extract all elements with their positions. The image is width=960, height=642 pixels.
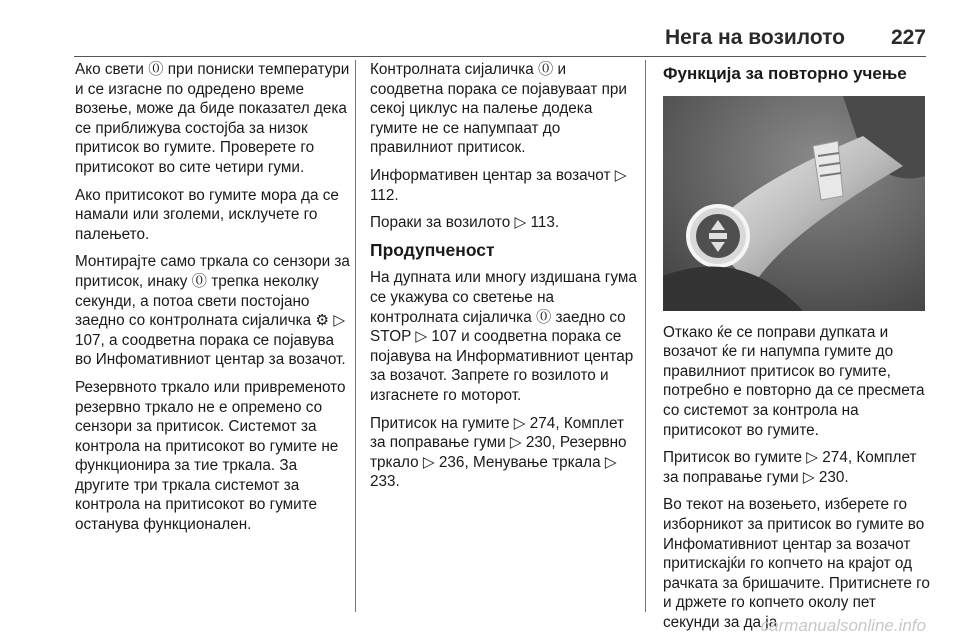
column-divider [355, 60, 356, 612]
paragraph: Контролната сијаличка ⓪ и соодветна порака се појавуваат при секој циклус на палење додека гумите не се напумпаат до правилниот притисок. [370, 61, 627, 157]
paragraph: Ако притисокот во гумите мора да се намали или зголеми, исклучете го палењето. [75, 186, 339, 243]
column-divider [645, 60, 646, 612]
paragraph: Притисок на гумите ▷ 274, Комплет за поправање гуми ▷ 230, Резервно тркало ▷ 236, Менување тркала ▷ 233. [370, 414, 627, 491]
paragraph: На дупната или многу издишана гума се укажува со светење на контролната сијаличка ⓪ заедно со STOP ▷ 107 и соодветна порака се појавува на Информативниот центар за возачот. Запрете го возилото и изгаснете го моторот. [370, 269, 637, 404]
page-header-title: Нега на возилото [664, 26, 845, 49]
column-1 [75, 60, 350, 543]
paragraph: Откако ќе се поправи дупката и возачот ќе ги напумпа гумите до правилниот притисок во гумите, потребно е повторно да се пресмета со системот за контрола на притисокот во гумите. [663, 323, 925, 439]
section-heading: Функција за повторно учење [663, 64, 907, 83]
paragraph: Пораки за возилото ▷ 113. [370, 214, 560, 232]
paragraph: Монтирајте само тркала со сензори за притисок, инаку ⓪ трепка неколку секунди, а потоа свети постојано заедно со контролната сијаличка ⚙ ▷ 107, а соодветна порака се појавува во Инфомативниот центар за возачот. [75, 253, 350, 369]
wiper-stalk-figure [663, 96, 925, 311]
page-number: 227 [890, 26, 926, 49]
column-2 [370, 60, 638, 500]
wiper-stalk-illustration [663, 96, 925, 311]
paragraph: Во текот на возењето, изберете го изборникот за притисок во гумите во Инфомативниот центар за возачот притискајќи го копчето на крајот од рачката за бришачите. Притиснете го и држете го копчето околу пет секунди за да ја [663, 496, 930, 631]
paragraph: Резервното тркало или привременото резервно тркало не е опремено со сензори за притисок. Системот за контрола на притисокот во гумите не функционира за тие тркала. За другите три тркала системот за контрола на притисокот во гумите останува функционален. [75, 378, 346, 534]
paragraph: Ако свети ⓪ при пониски температури и се изгасне по одредено време возење, може да биде показател дека се приближува состојба за низок притисок во гумите. Проверете го притисокот во сите четири гуми. [75, 61, 350, 176]
watermark: carmanualsonline.info [760, 616, 926, 635]
paragraph: Притисок во гумите ▷ 274, Комплет за поправање гуми ▷ 230. [663, 449, 917, 486]
header-divider [74, 56, 926, 57]
paragraph: Информативен центар за возачот ▷ 112. [370, 166, 627, 204]
column-3 [663, 60, 931, 641]
section-heading: Продупченост [370, 239, 495, 260]
